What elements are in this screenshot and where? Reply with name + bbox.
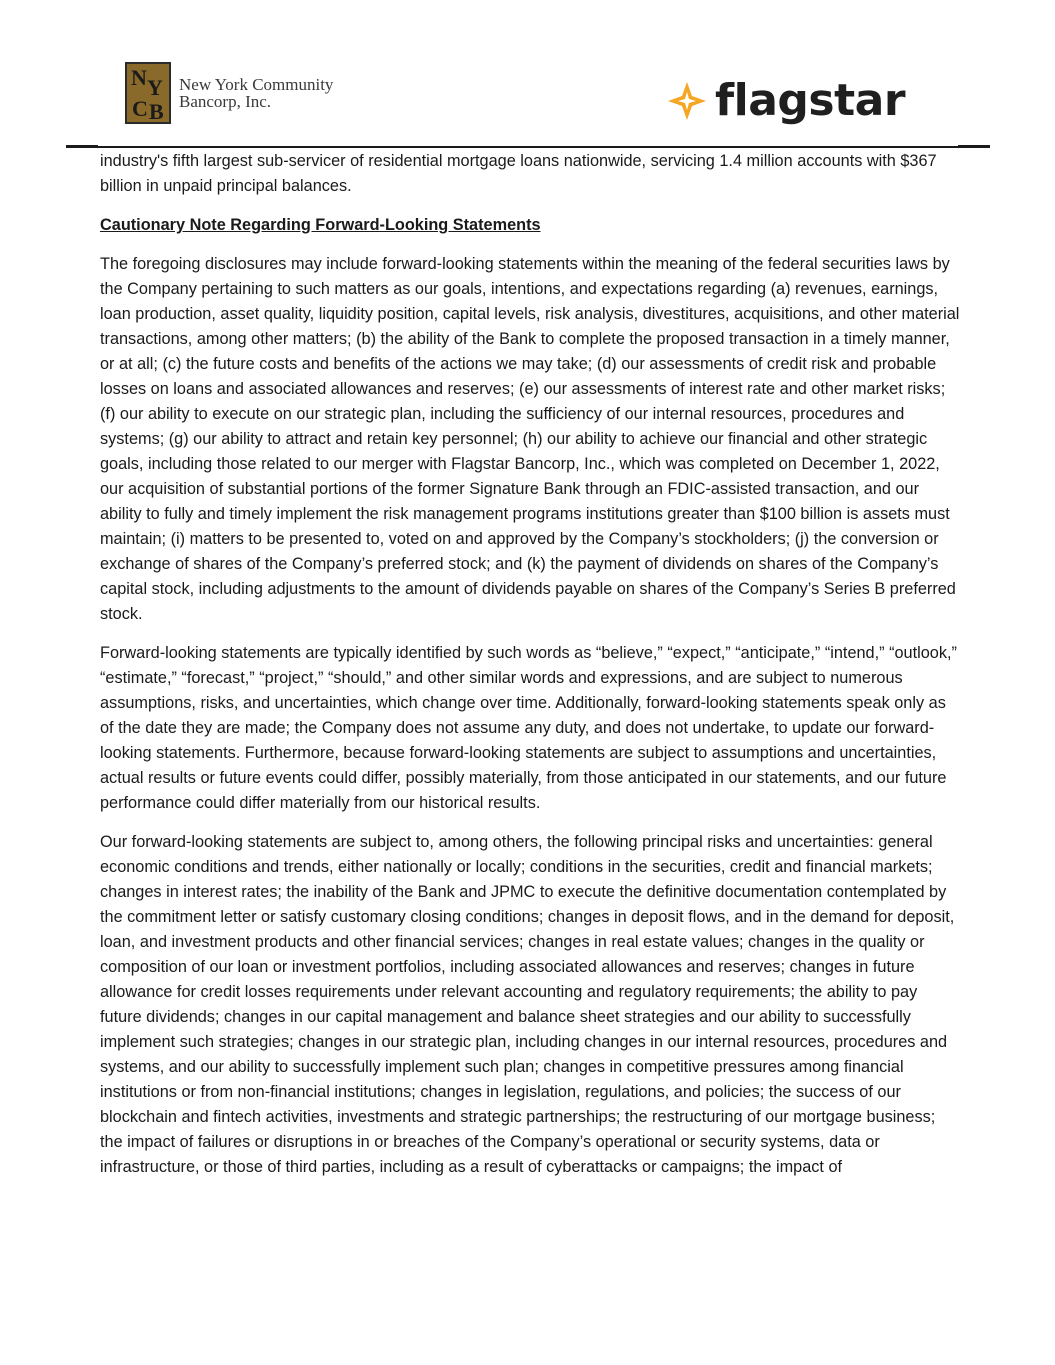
flagstar-wordmark: flagstar: [715, 75, 906, 126]
body-paragraph: The foregoing disclosures may include forward-looking statements within the meaning of the federal securities laws by the Company pertaining to such matters as our goals, intentions, and expectations regarding (a) revenues, earnings, loan production, asset quality, liquidity position, capital levels, risk analysis, divestitures, acquisitions, and other material transactions, among other matters; (b) the ability of the Bank to complete the proposed transaction in a timely manner, or at all; (c) the future costs and benefits of the actions we may take; (d) our assessments of credit risk and probable losses on loans and associated allowances and reserves; (e) our assessments of interest rate and other market risks; (f) our ability to execute on our strategic plan, including the sufficiency of our internal resources, procedures and systems; (g) our ability to attract and retain key personnel; (h) our ability to achieve our financial and other strategic goals, including those related to our merger with Flagstar Bancorp, Inc., which was completed on December 1, 2022, our acquisition of substantial portions of the former Signature Bank through an FDIC-assisted transaction, and our ability to fully and timely implement the risk management programs institutions greater than $100 billion is assets must maintain; (i) matters to be presented to, voted on and approved by the Company’s stockholders; (j) the conversion or exchange of shares of the Company’s preferred stock; and (k) the payment of dividends on shares of the Company’s capital stock, including adjustments to the amount of dividends payable on shares of the Company’s Series B preferred stock.: [100, 255, 960, 623]
monogram-letter: N: [131, 65, 147, 90]
page-header: [0, 0, 1055, 150]
header-divider-gap: [98, 145, 958, 146]
section-heading: Cautionary Note Regarding Forward-Looking Statements: [100, 216, 541, 234]
body-paragraph: Our forward-looking statements are subject to, among others, the following principal risks and uncertainties: general economic conditions and trends, either nationally or locally; conditions in the securities, credit and financial markets; changes in interest rates; the inability of the Bank and JPMC to execute the definitive documentation contemplated by the commitment letter or satisfy customary closing conditions; changes in deposit flows, and in the demand for deposit, loan, and investment products and other financial services; changes in real estate values; changes in the quality or composition of our loan or investment portfolios, including associated allowances and reserves; changes in future allowance for credit losses requirements under relevant accounting and regulatory requirements; the ability to pay future dividends; changes in our capital management and balance sheet strategies and our ability to successfully implement such strategies; changes in our strategic plan, including changes in our internal resources, procedures and systems, and our ability to successfully implement such plan; changes in competitive pressures among financial institutions or from non-financial institutions; changes in legislation, regulations, and policies; the success of our blockchain and fintech activities, investments and strategic partnerships; the restructuring of our mortgage business; the impact of failures or disruptions in or breaches of the Company’s operational or security systems, data or infrastructure, or those of third parties, including as a result of cyberattacks or campaigns; the impact of: [100, 833, 955, 1176]
flagstar-logo: [667, 75, 905, 126]
ncyb-wordmark: [179, 76, 333, 110]
ncyb-wordmark-line1: New York Community: [179, 75, 334, 94]
intro-paragraph: industry's fifth largest sub-servicer of residential mortgage loans nationwide, servicing 1.4 million accounts with $367 billion in unpaid principal balances.: [100, 152, 937, 195]
ncyb-wordmark-line2: Bancorp, Inc.: [179, 92, 272, 111]
ncyb-logo: [125, 62, 333, 124]
monogram-letter: Y: [147, 75, 163, 100]
body-paragraph: Forward-looking statements are typically identified by such words as “believe,” “expect,” “anticipate,” “intend,” “outlook,” “estimate,” “forecast,” “project,” “should,” and other similar words and expressions, and are subject to numerous assumptions, risks, and uncertainties, which change over time. Additionally, forward-looking statements speak only as of the date they are made; the Company does not assume any duty, and does not undertake, to update our forward-looking statements. Furthermore, because forward-looking statements are subject to assumptions and uncertainties, actual results or future events could differ, possibly materially, from those anticipated in our statements, and our future performance could differ materially from our historical results.: [100, 644, 957, 812]
monogram-letter: C: [132, 96, 148, 121]
monogram-letter: B: [149, 99, 164, 124]
ncyb-monogram: [125, 62, 171, 124]
document-body: [100, 149, 960, 1194]
flagstar-star-icon: [667, 81, 707, 121]
